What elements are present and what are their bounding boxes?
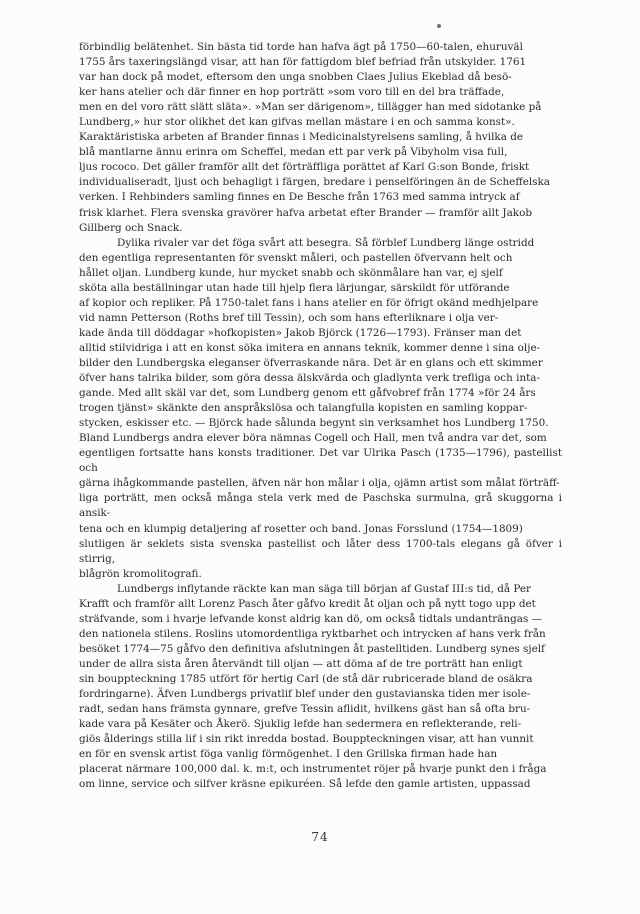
paragraph-brander: förbindlig belätenhet. Sin bästa tid torde han hafva ägt på 1750—60-talen, ehuruväl 1755 års taxeringslängd visar, att han för fattigdom blef befriad från utskylder. 1761 var han dock på modet, eftersom den unga snobben Claes Julius Ekeblad då besö- ker hans atelier och där finner en hop porträtt »som voro till en del bra träffade, men en del voro rätt slätt släta». »Man ser därigenom», tillägger han med sidotanke på Lundberg,» hur stor olikhet det kan gifvas mellan mästare i en och samma konst». Karaktäristiska arbeten af Brander finnas i Medicinalstyrelsens samling, å hvilka de blå mantlarne ännu erinra om Scheffel, medan ett par verk på Vibyholm visa full, ljus rococo. Det gäller framför allt det förträffliga porättet af Karl G:son Bonde, friskt individualiseradt, ljust och behagligt i färgen, bredare i penselföringen än de Scheffelska verken. I Rehbinders samling finnes en De Besche från 1763 med samma intryck af frisk klarhet. Flera svenska gravörer hafva arbetat efter Brander — framför allt Jakob Gillberg och Snack.	[79, 41, 550, 234]
body-text	[79, 40, 562, 792]
paragraph-rivals: Dylika rivaler var det föga svårt att besegra. Så förblef Lundberg länge ostridd den egentliga representanten för svenskt måleri, och pastellen öfvervann helt och hållet oljan. Lundberg kunde, hur mycket snabb och skönmålare han var, ej sjelf sköta alla beställningar utan hade till hjelp flera lärjungar, särskildt för utförande af kopior och repliker. På 1750-talet fans i hans atelier en för öfrigt okänd medhjelpare vid namn Petterson (Roths bref till Tessin), och som hans efterliknare i olja ver- kade ända till döddagar »hofkopisten» Jakob Björck (1726—1793). Fränser man det alltid stilvidriga i att en konst söka imitera en annans teknik, kommer denne i sina olje- bilder den Lundbergska eleganser öfverraskande nära. Det är en glans och ett skimmer öfver hans talrika bilder, som göra dessa älskvärda och gladlynta verk trefliga och inta- gande. Med allt skäl var det, som Lundberg genom ett gåfvobref från 1774 »för 24 års trogen tjänst» skänkte den anspråkslösa och talangfulla kopisten en samling koppar- stycken, eskisser etc. — Björck hade sålunda begynt sin verksamhet hos Lundberg 1750. Bland Lundbergs andra elever böra nämnas Cogell och Hall, men två andra var det, som egentligen fortsatte hans konsts traditioner. Det var Ulrika Pasch (1735—1796), pastellist och gärna ihågkommande pastellen, äfven när hon målar i olja, ojämn artist som målat förträff- liga porträtt, men också många stela verk med de Paschska surmulna, grå skuggorna i ansik- tena och en klumpig detaljering af rosetter och band. Jonas Forsslund (1754—1809) slutligen är seklets sista svenska pastellist och låter dess 1700-tals elegans gå öfver i stirrig, blågrön kromolitografi.	[79, 236, 562, 580]
page-number: 74	[311, 830, 329, 844]
ink-speck	[437, 24, 441, 28]
paragraph-influence: Lundbergs inflytande räckte kan man säga till början af Gustaf III:s tid, då Per Krafft och framför allt Lorenz Pasch åter gåfvo kredit åt oljan och på nytt togo upp det sträfvande, som i hvarje lefvande konst aldrig kan dö, om också tidtals undanträngas — den nationela stilens. Roslins utomordentliga ryktbarhet och intrycken af hans verk från besöket 1774—75 gåfvo den definitiva afslutningen åt pastelltiden. Lundberg synes sjelf under de allra sista åren återvändt till oljan — att döma af de tre porträtt han enligt sin bouppteckning 1785 utfört för hertig Carl (de stå där rubricerade bland de osäkra fordringarne). Äfven Lundbergs privatlif blef under den gustavianska tiden mer isole- radt, sedan hans främsta gynnare, grefve Tessin aflidit, hvilkens gäst han så ofta bru- kade vara på Kesäter och Åkerö. Sjuklig lefde han sedermera en reflekterande, reli- giös ålderings stilla lif i sin rikt inredda bostad. Bouppteckningen visar, att han vunnit en för en svensk artist föga vanlig förmögenhet. I den Grillska firman hade han placerat närmare 100,000 dal. k. m:t, och instrumentet röjer på hvarje punkt den i fråga om linne, service och silfver kräsne epikuréen. Så lefde den gamle artisten, uppassad	[79, 582, 547, 791]
